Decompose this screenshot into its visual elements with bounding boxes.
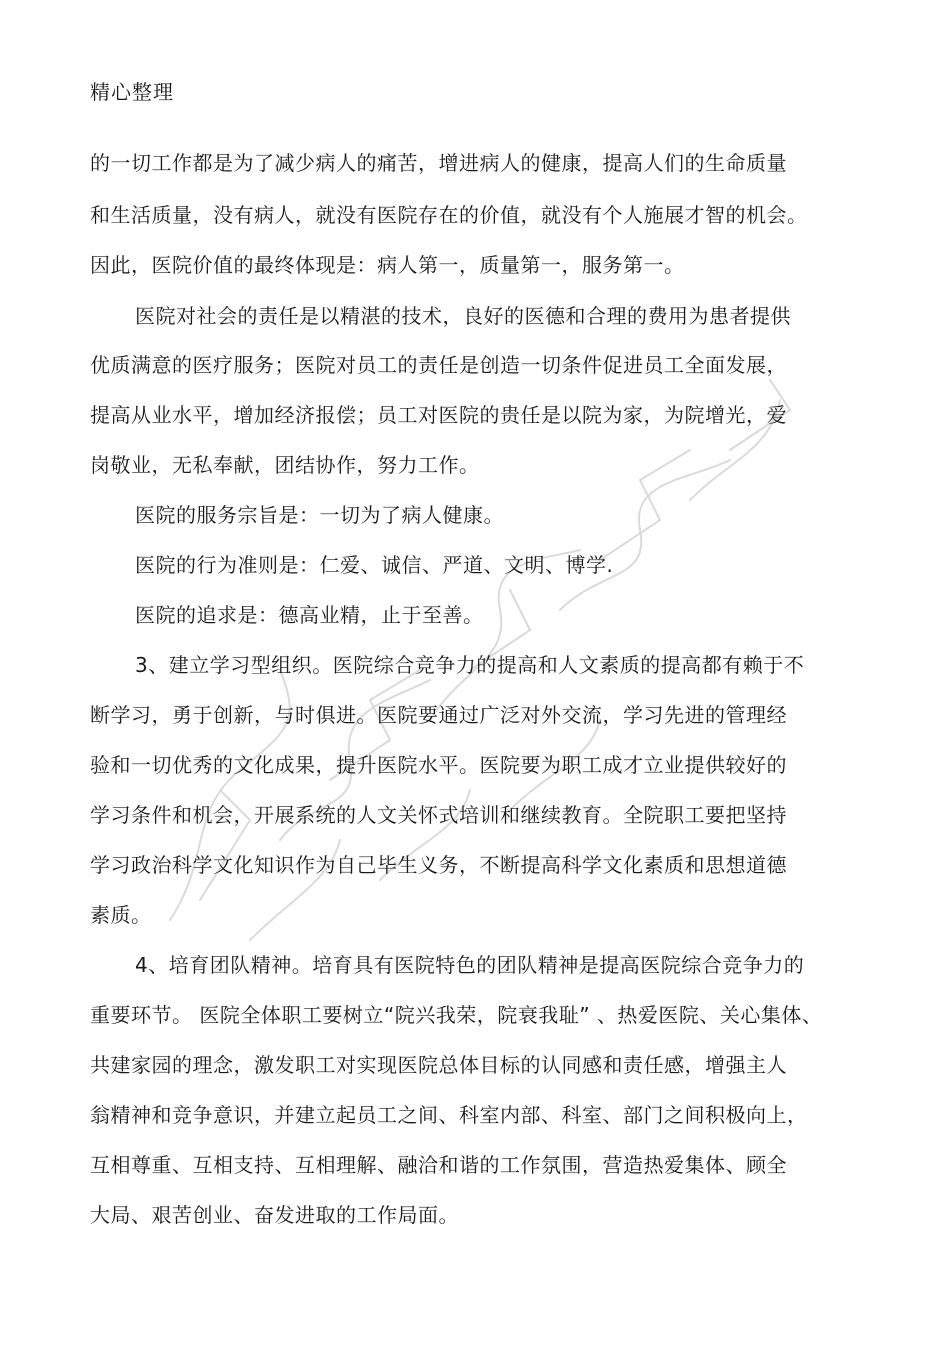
text-line: 因此，医院价值的最终体现是：病人第一，质量第一，服务第一。 bbox=[90, 253, 685, 277]
text-line: 提高从业水平，增加经济报偿；员工对医院的贵任是以院为家，为院增光，爱 bbox=[90, 403, 787, 427]
text-line: 验和一切优秀的文化成果，提升医院水平。医院要为职工成才立业提供较好的 bbox=[90, 753, 787, 777]
text-line: 岗敬业，无私奉献，团结协作，努力工作。 bbox=[90, 453, 480, 477]
text-line: 翁精神和竞争意识，并建立起员工之间、科室内部、科室、部门之间积极向上， bbox=[90, 1103, 808, 1127]
text-line: 学习条件和机会，开展系统的人文关怀式培训和继续教育。全院职工要把坚持 bbox=[90, 803, 787, 827]
text-line: 医院对社会的责任是以精湛的技术，良好的医德和合理的费用为患者提供 bbox=[135, 304, 791, 328]
text-line: 素质。 bbox=[90, 903, 152, 927]
text-line: 医院的行为准则是：仁爱、诚信、严道、文明、博学. bbox=[135, 553, 614, 577]
text-line: 医院的服务宗旨是：一切为了病人健康。 bbox=[135, 503, 504, 527]
text-line: 学习政治科学文化知识作为自己毕生义务，不断提高科学文化素质和思想道德 bbox=[90, 853, 787, 877]
page-header: 精心整理 bbox=[90, 80, 174, 104]
text-line: 大局、艰苦创业、奋发进取的工作局面。 bbox=[90, 1203, 459, 1227]
text-line: 重要环节。 医院全体职工要树立“院兴我荣，院衰我耻” 、热爱医院、关心集体、 bbox=[90, 1003, 823, 1027]
text-line: 4、培育团队精神。培育具有医院特色的团队精神是提高医院综合竞争力的 bbox=[135, 953, 805, 977]
text-line: 优质满意的医疗服务；医院对员工的责任是创造一切条件促进员工全面发展， bbox=[90, 353, 787, 377]
text-line: 3、建立学习型组织。医院综合竞争力的提高和人文素质的提高都有赖于不 bbox=[135, 653, 805, 677]
text-line: 医院的追求是：德高业精，止于至善。 bbox=[135, 603, 484, 627]
text-line: 和生活质量，没有病人，就没有医院存在的价值，就没有个人施展才智的机会。 bbox=[90, 203, 808, 227]
text-line: 的一切工作都是为了减少病人的痛苦，增进病人的健康，提高人们的生命质量 bbox=[90, 151, 787, 175]
text-line: 互相尊重、互相支持、互相理解、融洽和谐的工作氛围，营造热爱集体、顾全 bbox=[90, 1153, 787, 1177]
text-line: 断学习，勇于创新，与时俱进。医院要通过广泛对外交流，学习先进的管理经 bbox=[90, 703, 787, 727]
text-line: 共建家园的理念，激发职工对实现医院总体目标的认同感和责任感，增强主人 bbox=[90, 1053, 787, 1077]
